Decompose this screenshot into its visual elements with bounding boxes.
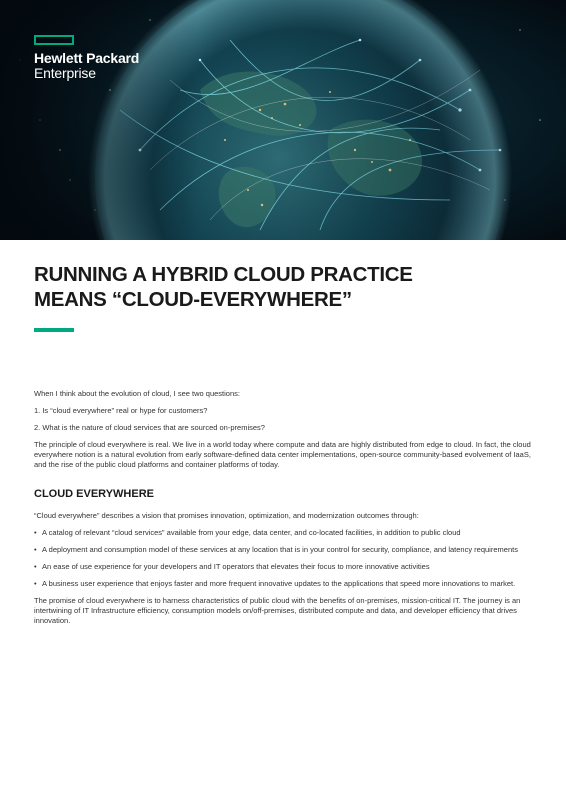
hpe-logo-element-icon <box>34 35 74 45</box>
list-item <box>34 579 532 589</box>
bullet-icon: • <box>34 545 37 554</box>
intro-lead: When I think about the evolution of cloud, I see two questions: <box>34 389 240 398</box>
bullet-icon: • <box>34 562 37 571</box>
intro-question-2: 2. What is the nature of cloud services that are sourced on-premises? <box>34 423 265 432</box>
intro-paragraph: The principle of cloud everywhere is real. We live in a world today where compute and data are highly distributed from edge to cloud. In fact, the cloud everywhere notion is a natural evolution from early software-defined data center implementations, open-source community-based evolvement of IaaS, and the rise of the public cloud platforms and container platforms of today. <box>34 440 531 469</box>
list-item <box>34 562 532 572</box>
brand-name-line1: Hewlett Packard <box>34 50 140 66</box>
page-title-line2: MEANS “CLOUD-EVERYWHERE” <box>34 288 352 311</box>
section-closing: The promise of cloud everywhere is to harness characteristics of public cloud with the benefits of on-premises, mission-critical IT. The journey is an intertwining of IT Infrastructure efficiency, consumption models on/off-premises, distributed compute and data, and developer efficiency that drives innovation. <box>34 596 521 625</box>
bullet-icon: • <box>34 579 37 588</box>
list-item-text: An ease of use experience for your developers and IT operators that elevates their focus to more innovative activities <box>42 562 430 571</box>
section-lead: “Cloud everywhere” describes a vision that promises innovation, optimization, and modernization outcomes through: <box>34 511 419 520</box>
bullet-list <box>34 528 532 589</box>
list-item <box>34 545 532 555</box>
hero-image <box>0 0 566 240</box>
page-title-line1: RUNNING A HYBRID CLOUD PRACTICE <box>34 263 413 286</box>
list-item-text: A catalog of relevant “cloud services” available from your edge, data center, and co-located facilities, in addition to public cloud <box>42 528 461 537</box>
intro-question-1: 1. Is “cloud everywhere” real or hype for customers? <box>34 406 208 415</box>
title-accent-bar <box>34 328 74 332</box>
article-body <box>34 389 532 633</box>
section-heading: CLOUD EVERYWHERE <box>34 488 154 500</box>
brand-name-line2: Enterprise <box>34 65 96 81</box>
page-title <box>34 262 534 312</box>
list-item-text: A deployment and consumption model of these services at any location that is in your control for security, compliance, and latency requirements <box>42 545 518 554</box>
list-item-text: A business user experience that enjoys faster and more frequent innovative updates to the applications that speed more innovations to market. <box>42 579 516 588</box>
bullet-icon: • <box>34 528 37 537</box>
hpe-logo <box>34 35 139 81</box>
list-item <box>34 528 532 538</box>
